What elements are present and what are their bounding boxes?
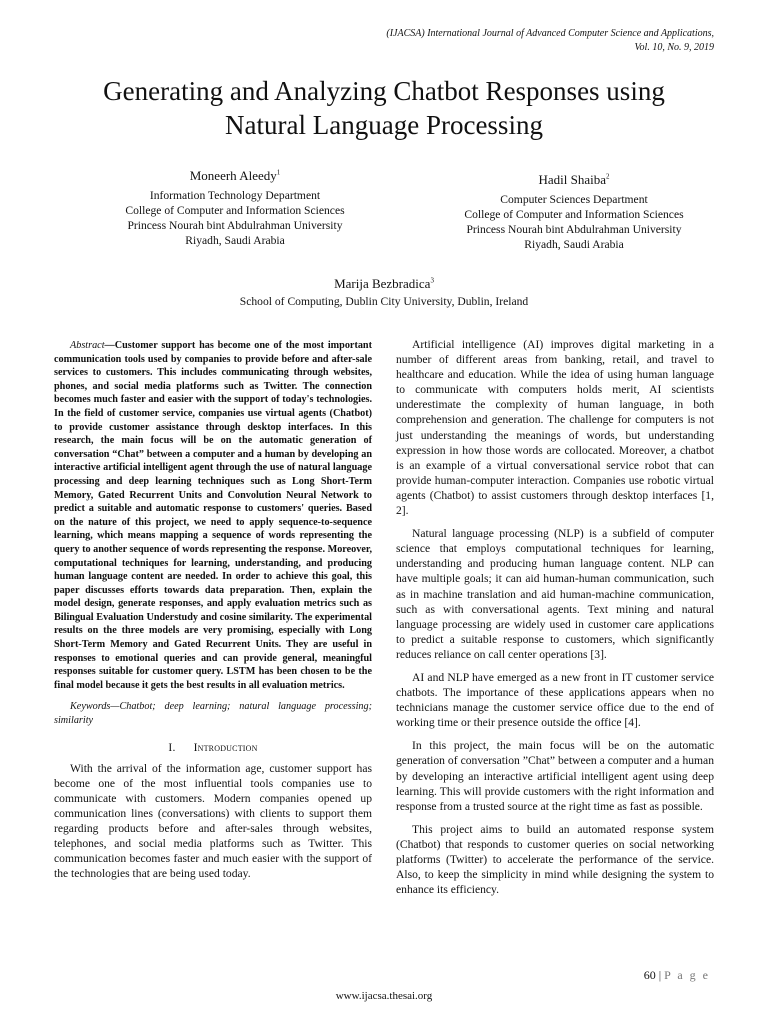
author-name — [70, 168, 400, 183]
author-name — [30, 276, 738, 291]
author-name-text: Marija Bezbradica — [334, 276, 431, 291]
paper-title — [30, 74, 738, 142]
journal-volume: Vol. 10, No. 9, 2019 — [634, 42, 714, 53]
footer-url: www.ijacsa.thesai.org — [335, 990, 433, 1002]
author-superscript: 3 — [430, 276, 434, 285]
left-column — [54, 339, 372, 889]
journal-name: (IJACSA) International Journal of Advanced Computer Science and Applications, — [386, 28, 714, 39]
author-affiliation: College of Computer and Information Sciences — [464, 208, 684, 221]
author-affiliation: Princess Nourah bint Abdulrahman University — [127, 219, 343, 232]
author-name — [400, 172, 748, 187]
author-block-3 — [30, 276, 738, 309]
abstract-text: Customer support has become one of the most important communication tools used by companies to provide before and after-sale services to customers. This includes communicating through websites, phones, and social media platforms such as Twitter. The connection becomes much faster and easier with the support of today's technologies. In the field of customer service, companies use virtual agents (Chatbot) to provide customer assistance through desktop interfaces. In this research, the main focus will be on the automatic generation of conversation “Chat” between a computer and a human by developing an interactive artificial intelligent agent through the use of natural language processing and deep learning techniques such as Long Short-Term Memory, Gated Recurrent Units and Convolution Neural Network to predict a suitable and automatic response to customers' queries. Based on the nature of this project, we need to apply sequence-to-sequence learning, which means mapping a sequence of words representing the query to another sequence of words representing the response. Moreover, computational techniques for learning, understanding, and producing human language content are needed. In order to achieve this goal, this paper discusses efforts towards data preparation. Then, explain the model design, generate responses, and apply evaluation metrics such as Bilingual Evaluation Understudy and cosine similarity. The experimental results on the three models are very promising, especially with Long Short-Term Memory and Gated Recurrent Units. They are useful in responses to emotional queries and can provide general, meaningful responses suitable for customer query. LSTM has been chosen to be the final model because it gets the best results in all evaluation metrics. — [54, 340, 372, 691]
author-superscript: 2 — [606, 172, 610, 181]
author-superscript: 1 — [276, 168, 281, 177]
page-number-value: 60 — [643, 968, 656, 982]
author-block-2 — [400, 172, 748, 252]
page-separator: | — [655, 968, 665, 982]
title-line-2: Natural Language Processing — [225, 110, 543, 140]
author-affiliation: College of Computer and Information Sciences — [125, 204, 345, 217]
author-affiliation: Computer Sciences Department — [500, 193, 648, 206]
body-paragraph: Natural language processing (NLP) is a subfield of computer science that employs computational techniques for learning, understanding and producing human language content. NLP can have multiple goals; it can aid human-human communication, such as in machine translation and aid human-machine communication, such as with conversational agents. Text mining and natural language processing are widely used in customer care applications to predict a suitable response to customers, which significantly reduces reliance on call center operations [3]. — [396, 527, 714, 661]
author-affiliation: Riyadh, Saudi Arabia — [185, 234, 285, 247]
author-affiliation: Princess Nourah bint Abdulrahman University — [466, 223, 682, 236]
author-affiliation: Information Technology Department — [149, 189, 321, 202]
author-name-text: Hadil Shaiba — [538, 172, 606, 187]
keywords-label: Keywords — [70, 701, 111, 713]
author-affiliation: Riyadh, Saudi Arabia — [524, 238, 624, 251]
keywords-dash: — — [110, 701, 120, 713]
body-paragraph: Artificial intelligence (AI) improves digital marketing in a number of different areas from banking, retail, and travel to healthcare and education. While the idea of using human language to communicate with computers holds merit, AI scientists underestimate the complexity of human language, in both comprehension and generation. The challenge for computers is not just understanding the meanings of words, but understanding expression in how those words are collocated. Moreover, a chatbot is an example of a virtual conversational service robot that can provide human-computer interaction. Companies use robotic virtual agents (Chatbot) to assist customers through desktop interfaces [1, 2]. — [396, 338, 714, 518]
page-label: P a g e — [664, 968, 710, 982]
page-number — [644, 968, 710, 983]
body-paragraph: In this project, the main focus will be on the automatic generation of conversation ”Chat” between a computer and a human by developing an interactive artificial intelligent agent using deep learning. This will provide customers with the right information and response from a trusted source at the right time as fast as possible. — [396, 739, 714, 813]
abstract-label: Abstract — [70, 340, 105, 351]
section-number: I. — [168, 740, 176, 754]
body-paragraph: This project aims to build an automated response system (Chatbot) that responds to customer queries on social networking platforms (Twitter) to accelerate the performance of the service. Also, to keep the simplicity in mind while designing the system to enhance its efficiency. — [396, 822, 714, 897]
body-paragraph: AI and NLP have emerged as a new front in IT customer service chatbots. The importance of these applications appears when no technicians manage the customer service office due to the end of working time or their presence outside the office [4]. — [396, 670, 714, 730]
keywords-text: Chatbot; deep learning; natural language processing; similarity — [54, 701, 372, 727]
abstract-dash: — — [104, 340, 115, 351]
keywords — [54, 700, 372, 727]
section-title: Introduction — [193, 740, 258, 754]
right-column — [396, 337, 714, 905]
abstract — [54, 339, 372, 692]
body-paragraph: With the arrival of the information age, customer support has become one of the most influential tools companies use to communicate with customers. Modern companies opened up communication lines (conversations) with clients to support them regarding products before and after-sales through websites, telephones, and social media platforms such as Twitter. This communication becomes faster and much easier with the support of the technologies that are being used today. — [54, 761, 372, 881]
author-affiliation: School of Computing, Dublin City University, Dublin, Ireland — [239, 295, 529, 308]
journal-header — [386, 27, 714, 55]
section-heading — [54, 740, 372, 755]
author-name-text: Moneerh Aleedy — [189, 168, 277, 183]
title-line-1: Generating and Analyzing Chatbot Responses using — [103, 76, 665, 106]
author-block-1 — [70, 168, 400, 248]
